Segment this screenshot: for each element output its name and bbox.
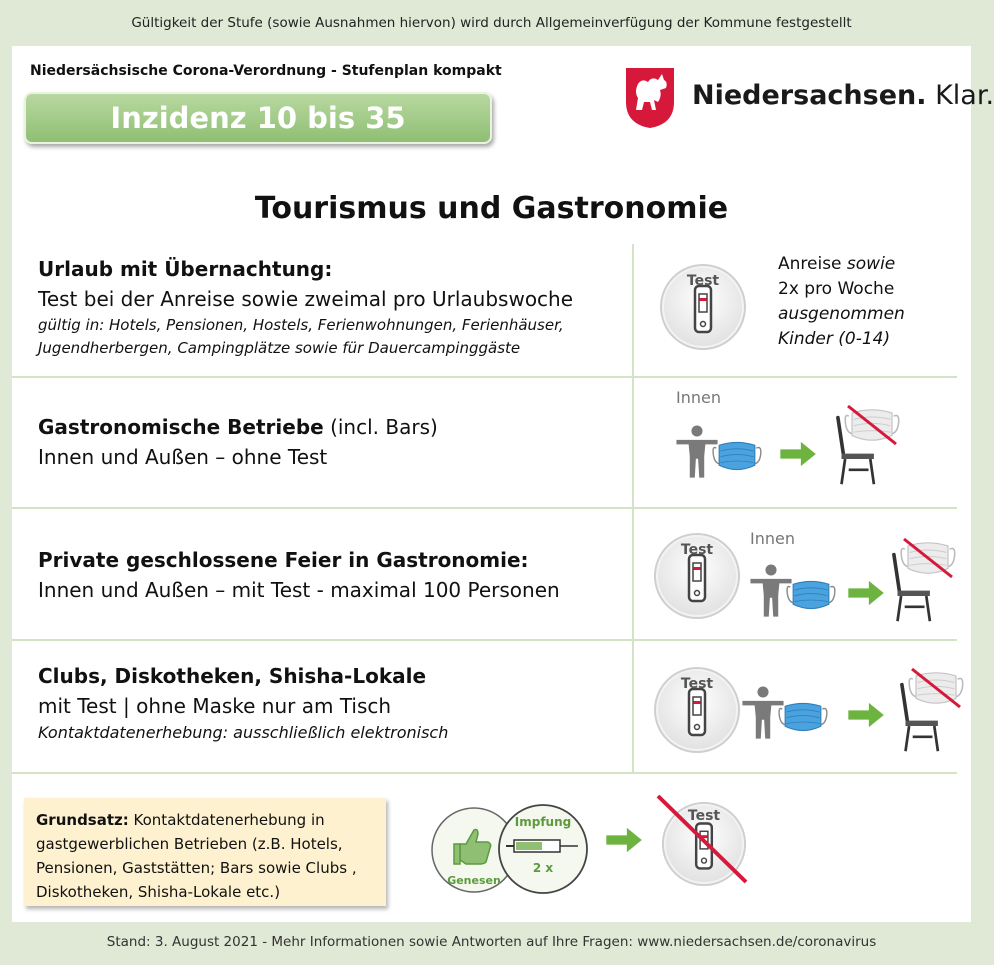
row-note: gültig in: Hotels, Pensionen, Hostels, Ferienwohnungen, Ferienhäuser, xyxy=(38,316,564,334)
test-icon xyxy=(658,262,748,352)
side-note xyxy=(778,252,905,352)
side-note-line: Anreise xyxy=(778,254,847,274)
impfung-count: 2 x xyxy=(532,861,554,875)
row-heading: Urlaub mit Übernachtung: xyxy=(38,257,333,281)
grundsatz-label: Grundsatz: xyxy=(36,811,129,829)
row-text: mit Test | ohne Maske nur am Tisch xyxy=(38,694,392,718)
row-text: Test bei der Anreise sowie zweimal pro Urlaubswoche xyxy=(38,287,574,311)
impfung-icon xyxy=(496,802,590,896)
arrow-icon xyxy=(848,579,886,607)
row-clubs xyxy=(12,641,957,774)
test-label: Test xyxy=(686,273,720,289)
subtitle: Niedersächsische Corona-Verordnung - Stufenplan kompakt xyxy=(30,63,502,79)
arrow-icon xyxy=(606,826,644,854)
mask-icon xyxy=(712,438,762,474)
side-note-italic: ausgenommen xyxy=(778,304,905,324)
row-gastronomie xyxy=(12,378,957,509)
page-title: Tourismus und Gastronomie xyxy=(254,191,729,226)
arrow-icon xyxy=(848,701,886,729)
row-heading: Private geschlossene Feier in Gastronomie: xyxy=(38,548,529,572)
grundsatz-box xyxy=(24,798,386,906)
test-label: Test xyxy=(687,808,721,824)
row-note: Kontaktdatenerhebung: ausschließlich elektronisch xyxy=(38,723,449,742)
no-mask-icon xyxy=(844,404,900,446)
row-heading: Gastronomische Betriebe xyxy=(38,415,324,439)
row-note: Jugendherbergen, Campingplätze sowie für Dauercampinggäste xyxy=(38,339,521,357)
incidence-badge: Inzidenz 10 bis 35 xyxy=(24,92,492,144)
no-mask-icon xyxy=(908,667,964,709)
row-private-feier xyxy=(12,509,957,641)
impfung-label: Impfung xyxy=(514,815,572,829)
content-panel xyxy=(12,46,994,922)
innen-label: Innen xyxy=(750,529,795,548)
row-text: Innen und Außen – mit Test - maximal 100 Personen xyxy=(38,578,560,602)
row-heading-suffix: (incl. Bars) xyxy=(323,415,438,439)
row-urlaub xyxy=(12,244,957,378)
mask-icon xyxy=(786,577,836,613)
footer: Stand: 3. August 2021 - Mehr Informationen sowie Antworten auf Ihre Fragen: www.niedersachsen.de/coronavirus xyxy=(106,934,877,950)
side-note-italic: Kinder (0-14) xyxy=(778,329,891,349)
test-icon xyxy=(652,665,742,755)
row-heading: Clubs, Diskotheken, Shisha-Lokale xyxy=(38,664,427,688)
test-label: Test xyxy=(680,676,714,692)
side-note-italic: sowie xyxy=(846,254,896,274)
genesen-label: Genesen xyxy=(447,874,501,887)
test-label: Test xyxy=(680,542,714,558)
arrow-icon xyxy=(780,440,818,468)
innen-label: Innen xyxy=(676,388,721,407)
side-note-line: 2x pro Woche xyxy=(778,279,895,299)
test-icon xyxy=(652,531,742,621)
brand-bold: Niedersachsen. xyxy=(692,80,927,111)
mask-icon xyxy=(778,699,828,735)
grundsatz-text: Kontaktdatenerhebung in gastgewerblichen Betrieben (z.B. Hotels, Pensionen, Gaststätten; Bars sowie Clubs , Diskotheken, Shisha-Lokale etc.) xyxy=(36,811,357,901)
brand-wordmark xyxy=(692,80,994,111)
no-mask-icon xyxy=(900,537,956,579)
row-text: Innen und Außen – ohne Test xyxy=(38,445,328,469)
top-banner: Gültigkeit der Stufe (sowie Ausnahmen hiervon) wird durch Allgemeinverfügung der Kommune festgestellt xyxy=(131,15,852,31)
brand-light: Klar. xyxy=(926,80,994,111)
no-test-icon xyxy=(656,794,752,890)
